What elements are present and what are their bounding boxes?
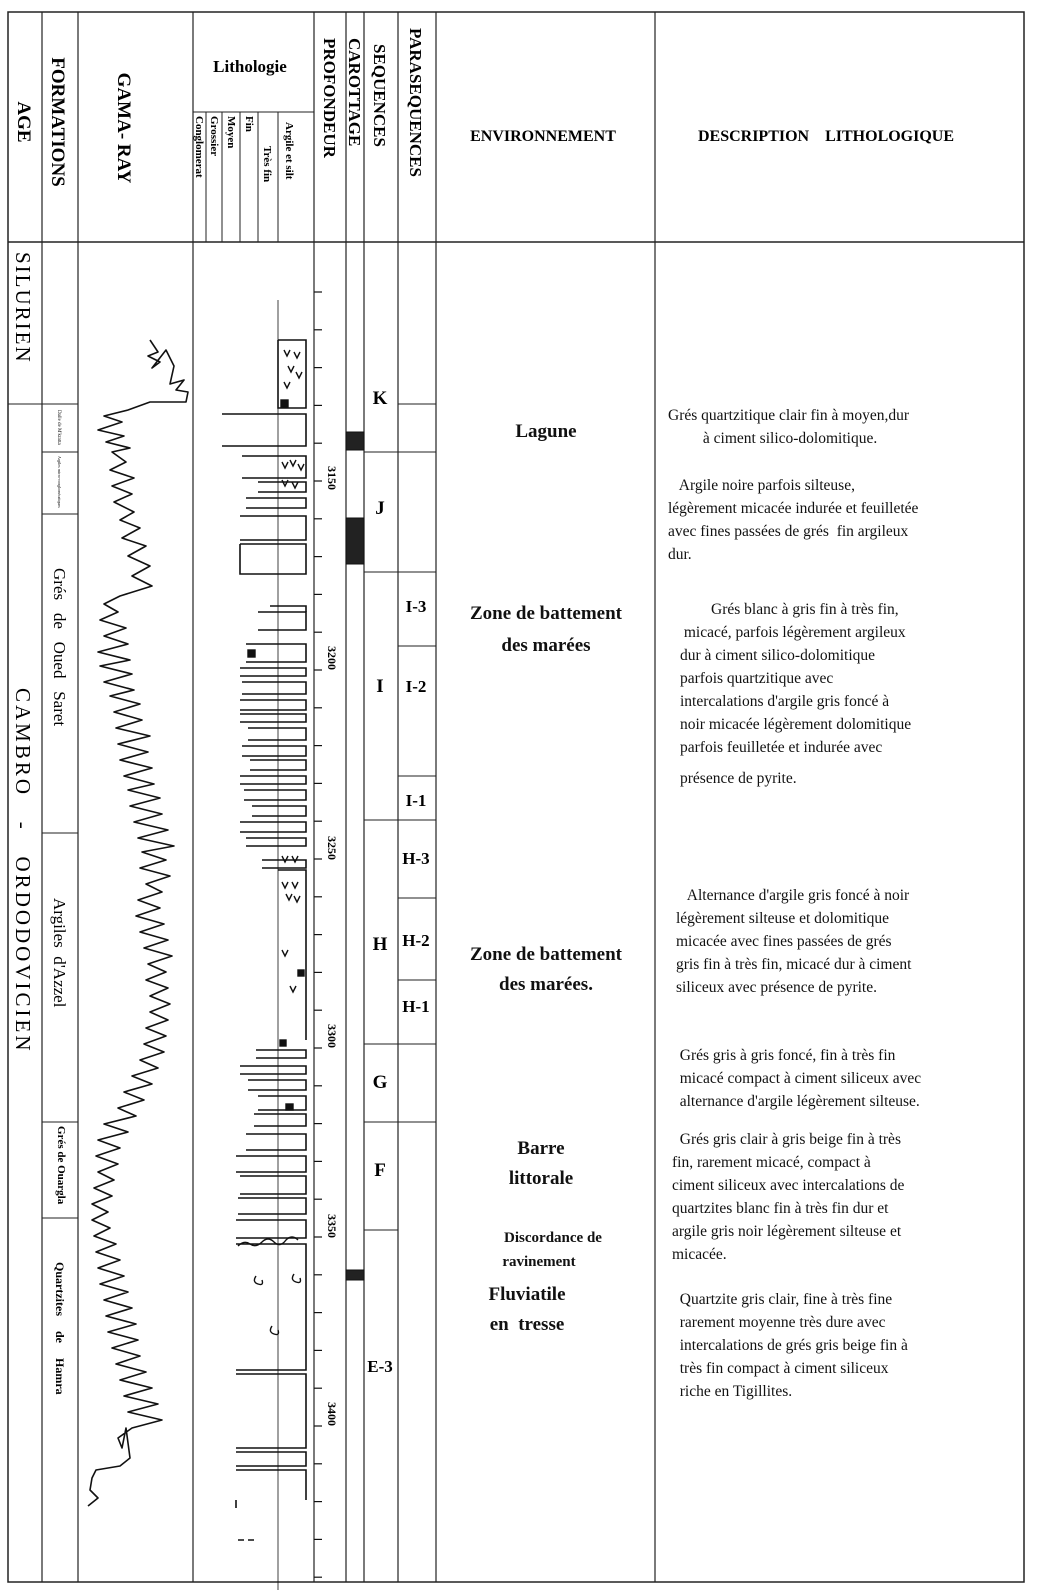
lithology-symbols xyxy=(238,350,304,1540)
parasequence-i2: I-2 xyxy=(405,677,427,696)
description-block-6 xyxy=(672,1128,904,1266)
age-silurien: SILURIEN xyxy=(11,252,35,364)
description-line: gris fin à très fin, micacé dur à ciment xyxy=(676,956,912,973)
parasequence-h2: H-2 xyxy=(402,931,430,950)
parasequence-h3: H-3 xyxy=(402,849,430,868)
environment-line: Discordance de xyxy=(504,1230,602,1246)
formation-quartzites-hamra: Quartzites de Hamra xyxy=(53,1262,67,1395)
header-profondeur: PROFONDEUR xyxy=(320,38,339,158)
description-line: à ciment silico-dolomitique. xyxy=(668,430,878,447)
sequence-boundaries xyxy=(364,452,398,1230)
sequence-i: I xyxy=(376,676,384,697)
sequence-k: K xyxy=(372,388,388,409)
formation-gres-oued-saret: Grés de Oued Saret xyxy=(50,568,69,727)
formation-dalle-mkratta: Dalle de M'kratta xyxy=(56,410,61,445)
formation-argiles-micro: Argiles micro-conglomératiques xyxy=(57,456,62,508)
grain-moyen: Moyen xyxy=(225,116,237,149)
header-environnement: ENVIRONNEMENT xyxy=(470,128,616,145)
parasequence-h1: H-1 xyxy=(402,997,430,1016)
environment-barre-littorale xyxy=(440,1134,642,1194)
header-lithologie: Lithologie xyxy=(213,57,287,76)
environment-line: Zone de battement xyxy=(470,603,622,624)
environment-line: des marées. xyxy=(499,974,593,995)
description-line: Grés gris clair à gris beige fin à très xyxy=(672,1131,901,1148)
environment-zone-battement-1 xyxy=(440,598,652,662)
description-line: intercalations de grés gris beige fin à xyxy=(672,1337,908,1354)
description-line: dur à ciment silico-dolomitique xyxy=(680,647,875,664)
header-carottage: CAROTTAGE xyxy=(345,38,364,147)
depth-label-3300: 3300 xyxy=(325,1024,339,1048)
grain-tres-fin: Très fin xyxy=(261,146,273,183)
grain-argile-silt: Argile et silt xyxy=(283,122,295,180)
sequence-j: J xyxy=(375,498,385,519)
sequence-h: H xyxy=(372,934,388,955)
description-line: ciment siliceux avec intercalations de xyxy=(672,1177,905,1194)
grain-grossier: Grossier xyxy=(208,116,220,157)
description-block-7 xyxy=(672,1288,908,1403)
depth-label-3200: 3200 xyxy=(325,646,339,670)
description-line: siliceux avec présence de pyrite. xyxy=(676,979,877,996)
description-line: quartzites blanc fin à très fin dur et xyxy=(672,1200,889,1217)
description-line: parfois feuilletée et indurée avec xyxy=(680,739,883,756)
description-line: argile gris noir légèrement silteuse et xyxy=(672,1223,902,1240)
header-sequences: SEQUENCES xyxy=(370,44,389,147)
description-line: présence de pyrite. xyxy=(680,770,797,787)
header-gamma-ray: GAMA- RAY xyxy=(113,72,134,184)
description-line: rarement moyenne très dure avec xyxy=(672,1314,886,1331)
description-line: parfois quartzitique avec xyxy=(680,670,834,687)
description-line: riche en Tigillites. xyxy=(672,1383,793,1400)
environment-lagune xyxy=(440,420,652,444)
environment-line: Zone de battement xyxy=(470,944,622,965)
description-block-3 xyxy=(680,598,911,790)
description-line: Grés blanc à gris fin à très fin, xyxy=(680,601,899,618)
sequence-g: G xyxy=(372,1072,388,1093)
header-age: AGE xyxy=(13,101,34,143)
description-line: fin, rarement micacé, compact à xyxy=(672,1154,871,1171)
parasequence-i3: I-3 xyxy=(405,597,427,616)
depth-tick-marks xyxy=(314,292,322,1577)
description-block-2 xyxy=(668,474,918,566)
description-line: Grés quartzitique clair fin à moyen,dur xyxy=(668,407,910,424)
header-description: DESCRIPTION LITHOLOGIQUE xyxy=(697,128,955,145)
description-line: légèrement silteuse et dolomitique xyxy=(676,910,890,927)
description-line: micacée avec fines passées de grés xyxy=(676,933,892,950)
formation-boundaries xyxy=(42,404,78,1218)
depth-label-3400: 3400 xyxy=(325,1402,339,1426)
description-block-4 xyxy=(676,884,911,999)
description-line: avec fines passées de grés fin argileux xyxy=(668,523,909,540)
column-dividers xyxy=(42,12,655,1582)
environment-line: littorale xyxy=(508,1168,574,1189)
header-parasequences: PARASEQUENCES xyxy=(406,28,425,177)
description-line: Grés gris à gris foncé, fin à très fin xyxy=(672,1047,896,1064)
environment-discordance xyxy=(440,1226,666,1274)
environment-line: Barre xyxy=(517,1138,565,1159)
lithology-bars xyxy=(222,340,306,1508)
description-line: Alternance d'argile gris foncé à noir xyxy=(676,887,910,904)
description-line: dur. xyxy=(668,546,692,563)
description-line: Quartzite gris clair, fine à très fine xyxy=(672,1291,893,1308)
description-line: alternance d'argile légèrement silteuse. xyxy=(672,1093,920,1110)
depth-label-3150: 3150 xyxy=(325,466,339,490)
core-intervals xyxy=(346,432,364,1280)
header-formations: FORMATIONS xyxy=(47,57,68,187)
description-line: très fin compact à ciment siliceux xyxy=(672,1360,889,1377)
description-line: micacé, parfois légèrement argileux xyxy=(680,624,906,641)
environment-line: des marées xyxy=(501,635,591,656)
description-line: noir micacée légèrement dolomitique xyxy=(680,716,912,733)
grain-fin: Fin xyxy=(243,116,255,132)
description-line: Argile noire parfois silteuse, xyxy=(668,477,855,494)
age-cambro-ordovicien: CAMBRO - ORDODOVICIEN xyxy=(11,688,35,1054)
description-line: intercalations d'argile gris foncé à xyxy=(680,693,890,710)
description-block-1 xyxy=(668,404,909,450)
formation-gres-ouargla: Grés de Ouargla xyxy=(55,1126,67,1205)
depth-label-3350: 3350 xyxy=(325,1214,339,1238)
sequence-e3: E-3 xyxy=(367,1357,393,1376)
description-line: légèrement micacée indurée et feuilletée xyxy=(668,500,919,517)
sequence-f: F xyxy=(374,1160,386,1181)
formation-argiles-azzel: Argiles d'Azzel xyxy=(50,898,69,1008)
description-line: micacée. xyxy=(672,1246,727,1263)
description-block-5 xyxy=(672,1044,921,1113)
environment-fluviatile xyxy=(440,1280,614,1340)
environment-line: Fluviatile xyxy=(488,1284,566,1305)
environment-line: Lagune xyxy=(515,421,577,442)
environment-line: en tresse xyxy=(489,1314,565,1335)
gamma-ray-curve xyxy=(88,340,188,1506)
depth-label-3250: 3250 xyxy=(325,836,339,860)
grain-conglomerat: Conglomerat xyxy=(193,116,205,178)
description-line: micacé compact à ciment siliceux avec xyxy=(672,1070,922,1087)
parasequence-i1: I-1 xyxy=(405,791,427,810)
environment-zone-battement-2 xyxy=(440,940,652,1000)
environment-line: ravinement xyxy=(502,1254,576,1270)
